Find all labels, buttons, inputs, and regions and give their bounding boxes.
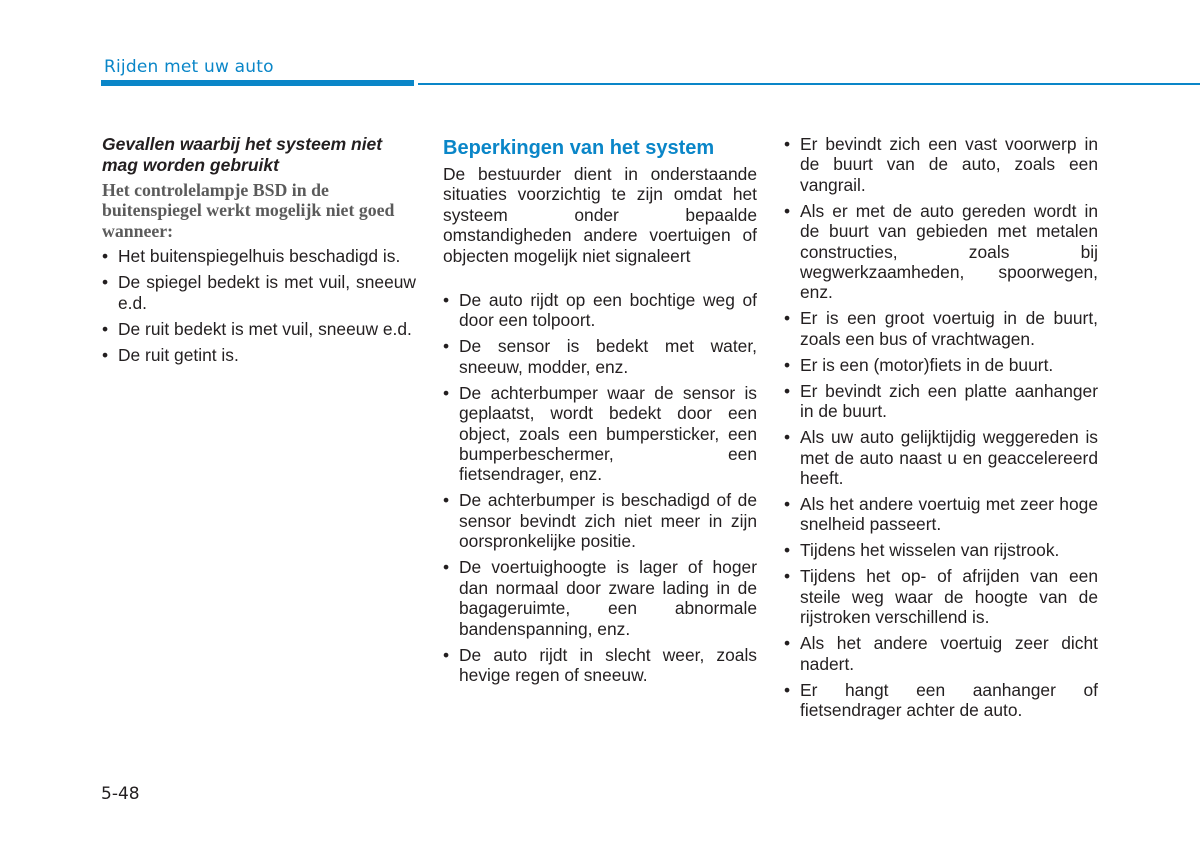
page-number: 5-48 [101,784,140,804]
header-rule-thin [418,83,1200,85]
list-item: • Er is een (motor)fiets in de buurt. [784,355,1098,375]
column-1-bullet-list [102,246,416,365]
list-item: • Er is een groot voertuig in de buurt, zoals een bus of vrachtwagen. [784,308,1098,349]
list-item: • Het buitenspiegelhuis beschadigd is. [102,246,416,266]
list-item: • Tijdens het op- of afrijden van een steile weg waar de hoogte van de rijstroken verschillend is. [784,566,1098,627]
column-3-bullet-list [784,134,1098,721]
column-1-subtitle: Het controlelampje BSD in de buitenspiegel werkt mogelijk niet goed wanneer: [102,180,395,241]
column-2-intro: De bestuurder dient in onderstaande situaties voorzichtig te zijn omdat het systeem onder bepaalde omstandigheden andere voertuigen of objecten mogelijk niet signaleert [443,164,757,266]
column-1-title: Gevallen waarbij het systeem niet mag worden gebruikt [102,134,383,175]
list-item: • De sensor is bedekt met water, sneeuw, modder, enz. [443,336,757,377]
header-rule-thick [101,80,414,86]
section-title: Rijden met uw auto [104,57,274,77]
list-item: • De ruit getint is. [102,345,416,365]
list-item: • De voertuighoogte is lager of hoger dan normaal door zware lading in de bagageruimte, een abnormale bandenspanning, enz. [443,557,757,639]
list-item: • De auto rijdt in slecht weer, zoals hevige regen of sneeuw. [443,645,757,686]
list-item: • Als uw auto gelijktijdig weggereden is met de auto naast u en geaccelereerd heeft. [784,427,1098,488]
list-item: • De spiegel bedekt is met vuil, sneeuw e.d. [102,272,416,313]
list-item: • De auto rijdt op een bochtige weg of door een tolpoort. [443,290,757,331]
list-item: • Als het andere voertuig zeer dicht nadert. [784,633,1098,674]
list-item: • Er bevindt zich een platte aanhanger in de buurt. [784,381,1098,422]
list-item: • De ruit bedekt is met vuil, sneeuw e.d. [102,319,416,339]
list-item: • Als er met de auto gereden wordt in de buurt van gebieden met metalen constructies, zoals bij wegwerkzaamheden, spoorwegen, enz. [784,201,1098,303]
list-item: • Er hangt een aanhanger of fietsendrager achter de auto. [784,680,1098,721]
list-item: • De achterbumper is beschadigd of de sensor bevindt zich niet meer in zijn oorspronkelijke positie. [443,490,757,551]
list-item: • Er bevindt zich een vast voorwerp in de buurt van de auto, zoals een vangrail. [784,134,1098,195]
list-item: • Tijdens het wisselen van rijstrook. [784,540,1098,560]
column-2-heading: Beperkingen van het system [443,137,715,159]
column-1 [102,134,416,371]
list-item: • De achterbumper waar de sensor is geplaatst, wordt bedekt door een object, zoals een bumpersticker, een bumperbeschermer, een fietsendrager, enz. [443,383,757,485]
list-item: • Als het andere voertuig met zeer hoge snelheid passeert. [784,494,1098,535]
column-2 [443,136,757,691]
column-3 [784,134,1098,726]
column-2-bullet-list [443,290,757,685]
